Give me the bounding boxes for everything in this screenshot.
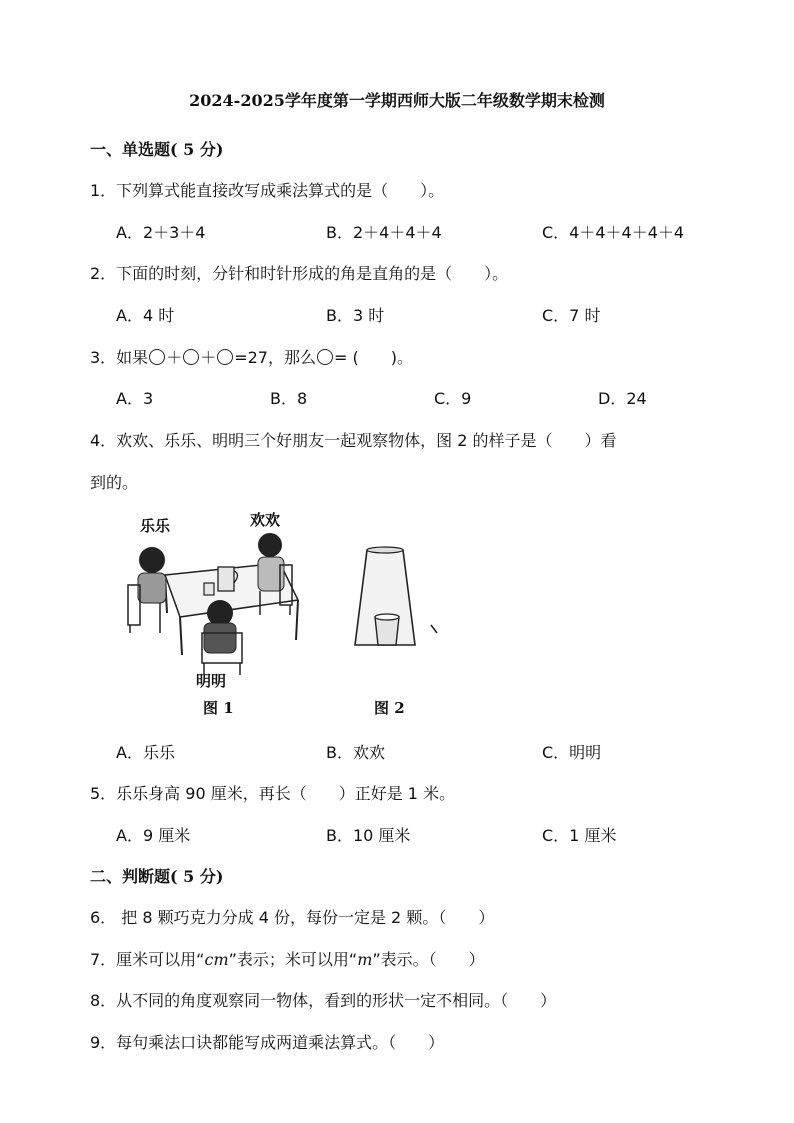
q2-option-a: A．4 时 <box>116 306 175 325</box>
question-1: 1．下列算式能直接改写成乘法算式的是（ ）。 <box>90 181 445 200</box>
figure-2-illustration <box>345 545 445 655</box>
question-8: 8．从不同的角度观察同一物体，看到的形状一定不相同。（ ） <box>90 991 557 1010</box>
q1-option-c: C．4＋4＋4＋4＋4 <box>542 223 685 242</box>
figure-1-caption: 图 1 <box>203 699 234 717</box>
circle-icon <box>317 349 333 365</box>
q4-option-a: A．乐乐 <box>116 743 175 762</box>
circle-icon <box>217 349 233 365</box>
question-5: 5．乐乐身高 90 厘米，再长（ ）正好是 1 米。 <box>90 784 456 803</box>
question-7 <box>90 947 485 970</box>
fig1-label-lele: 乐乐 <box>140 517 171 535</box>
q7-part-2: ”表示；米可以用“ <box>228 950 358 969</box>
page-title: 2024-2025学年度第一学期西师大版二年级数学期末检测 <box>189 91 605 110</box>
section-heading-single-choice: 一、单选题( 5 分) <box>90 140 224 159</box>
question-2: 2．下面的时刻，分针和时针形成的角是直角的是（ ）。 <box>90 264 509 283</box>
question-4-line-1: 4．欢欢、乐乐、明明三个好朋友一起观察物体，图 2 的样子是（ ）看 <box>90 431 617 450</box>
q3-option-c: C．9 <box>434 389 472 408</box>
q3-plus-1: ＋ <box>166 348 183 367</box>
question-6: 6． 把 8 颗巧克力分成 4 份，每份一定是 2 颗。（ ） <box>90 908 495 927</box>
q1-option-a: A．2＋3＋4 <box>116 223 206 242</box>
q7-unit-cm: cm <box>204 950 229 969</box>
q5-option-a: A．9 厘米 <box>116 826 191 845</box>
fig1-label-mingming: 明明 <box>196 672 227 690</box>
q4-option-b: B．欢欢 <box>326 743 385 762</box>
q3-option-b: B．8 <box>270 389 308 408</box>
circle-icon <box>149 349 165 365</box>
q3-equation: =27，那么 <box>234 348 316 367</box>
q3-option-a: A．3 <box>116 389 154 408</box>
q4-option-c: C．明明 <box>542 743 602 762</box>
fig1-label-huanhuan: 欢欢 <box>250 511 281 529</box>
q2-option-c: C．7 时 <box>542 306 601 325</box>
q5-option-b: B．10 厘米 <box>326 826 411 845</box>
section-heading-true-false: 二、判断题( 5 分) <box>90 867 224 886</box>
q5-option-c: C．1 厘米 <box>542 826 617 845</box>
question-9: 9．每句乘法口诀都能写成两道乘法算式。（ ） <box>90 1033 445 1052</box>
q3-plus-2: ＋ <box>200 348 217 367</box>
q3-prefix: 3．如果 <box>90 348 149 367</box>
figure-2-caption: 图 2 <box>374 699 405 717</box>
q7-part-1: 7．厘米可以用“ <box>90 950 205 969</box>
question-4-line-2: 到的。 <box>90 473 139 492</box>
circle-icon <box>183 349 199 365</box>
q7-part-3: ”表示。（ ） <box>372 950 485 969</box>
q7-unit-m: m <box>357 950 373 969</box>
q3-tail: = ( )。 <box>334 348 413 367</box>
q3-option-d: D．24 <box>598 389 647 408</box>
q2-option-b: B．3 时 <box>326 306 385 325</box>
question-3 <box>90 345 413 368</box>
q1-option-b: B．2＋4＋4＋4 <box>326 223 442 242</box>
